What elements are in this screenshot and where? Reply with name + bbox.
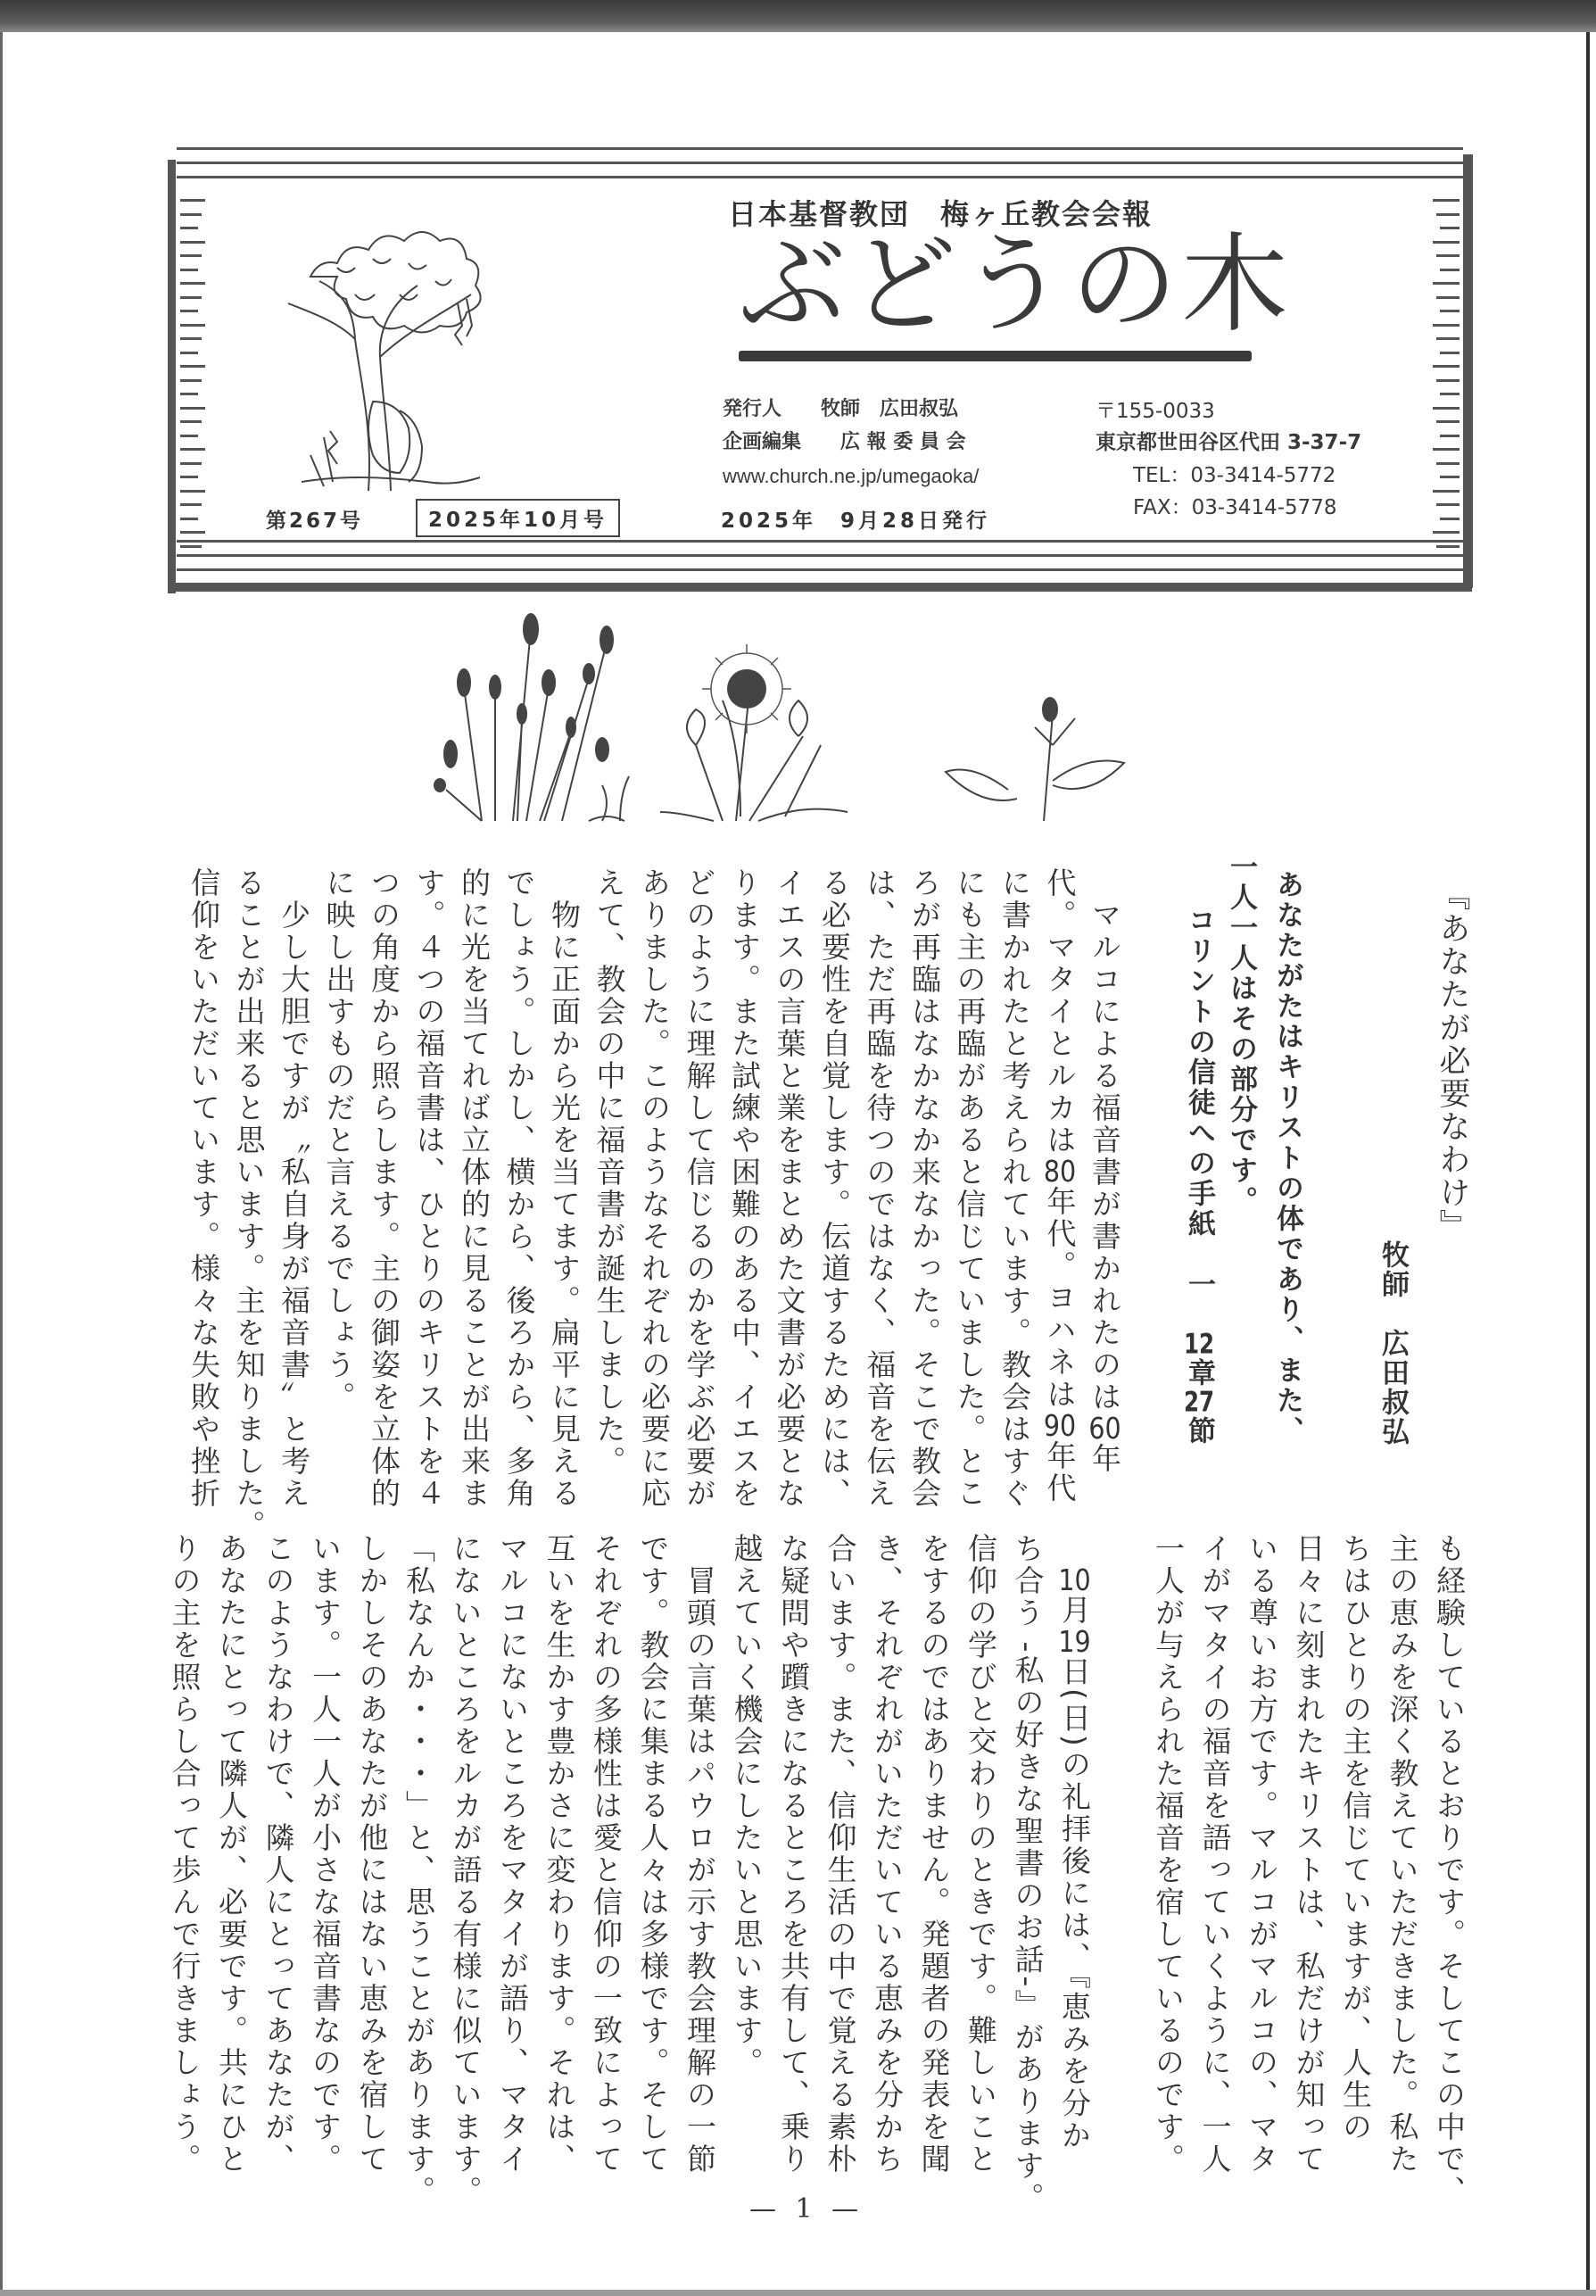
masthead-tick xyxy=(180,435,198,437)
article-column: 代。マタイとルカは80年代。ヨハネは90年代 xyxy=(1042,867,1078,1504)
article-column: でしょう。しかし、横から、後ろから、多角 xyxy=(501,867,537,1510)
newsletter-masthead xyxy=(168,147,1472,593)
article-column: 信仰をいただいています。様々な失敗や挫折 xyxy=(186,867,221,1510)
article-column: 少し大胆ですが〝私自身が福音書〟と考え xyxy=(277,867,311,1510)
article-column: 日々に刻まれたキリストは、私だけが知って xyxy=(1291,1533,1327,2176)
masthead-tick xyxy=(180,282,205,285)
masthead-tick xyxy=(180,213,202,216)
article-column: る必要性を自覚します。伝道するためには、 xyxy=(817,867,852,1510)
masthead-tick xyxy=(180,199,205,202)
upright-number: 27 xyxy=(1183,1388,1215,1416)
masthead-tick xyxy=(180,518,198,520)
article-column: です。教会に集まる人々は多様です。そして xyxy=(635,1533,671,2176)
masthead-tick xyxy=(180,462,202,465)
page-edge-left xyxy=(0,32,3,2296)
masthead-tick xyxy=(1433,199,1460,202)
article-column: 冒頭の言葉はパウロが示す教会理解の一節 xyxy=(682,1533,717,2176)
editor-line: 企画編集 広 報 委 員 会 xyxy=(723,431,966,453)
masthead-tick xyxy=(1436,545,1460,548)
article-author: 牧師 広田叔弘 xyxy=(1377,1240,1409,1446)
article-column: 的に光を当てれば立体的に見ることが出来ま xyxy=(457,867,492,1510)
article-column: ろが再臨はなかなか来なかった。そこで教会 xyxy=(907,867,942,1510)
masthead-rule xyxy=(177,568,1463,571)
grapevine-tree-illustration xyxy=(284,196,507,500)
masthead-tick xyxy=(1436,379,1460,382)
article-column: イエスの言葉と業をまとめた文書が必要とな xyxy=(772,867,807,1510)
masthead-tick xyxy=(1433,531,1460,534)
article-column: それぞれの多様性は愛と信仰の一致によって xyxy=(589,1533,624,2176)
masthead-tick xyxy=(180,324,205,327)
fax: FAX：03-3414-5778 xyxy=(1133,496,1337,519)
page-edge-right xyxy=(1586,32,1590,2296)
masthead-tick xyxy=(1440,352,1460,354)
masthead-tick xyxy=(1436,420,1460,423)
masthead-tick xyxy=(180,365,205,368)
masthead-tick xyxy=(180,352,198,354)
upright-number: 12 xyxy=(1183,1330,1215,1358)
scan-shadow-band xyxy=(0,0,1596,32)
article-column: ちはひとりの主を信じていますが、人生の xyxy=(1338,1533,1373,2143)
page-edge-bottom xyxy=(0,2290,1596,2296)
masthead-rule xyxy=(177,147,1463,150)
masthead-tick xyxy=(1436,296,1460,299)
article-column: 越えていく機会にしたいと思います。 xyxy=(729,1533,765,2079)
article-column: います。一人一人が小さな福音書なのです。 xyxy=(308,1533,343,2176)
masthead-tick xyxy=(1433,490,1460,493)
masthead-tick xyxy=(1436,254,1460,257)
masthead-tick xyxy=(1436,503,1460,506)
publish-date: 2025年 9月28日発行 xyxy=(721,510,991,533)
masthead-tick xyxy=(180,310,198,312)
page-number: — 1 — xyxy=(749,2193,864,2225)
article-column: 一人が与えられた福音を宿しているのです。 xyxy=(1151,1533,1186,2176)
article-column: ち合う -私の好きな聖書のお話-』があります。 xyxy=(1010,1533,1046,2215)
article-column: も経験しているとおりです。そしてこの中で、 xyxy=(1432,1533,1467,2208)
masthead-tick xyxy=(180,393,198,395)
article-column: 「私なんか・・・」と、思うことがあります。 xyxy=(401,1533,436,2208)
article-column: 主の恵みを深く教えていただきました。私た xyxy=(1385,1533,1420,2176)
masthead-tick xyxy=(1436,213,1460,216)
upright-number: 60 xyxy=(1088,1413,1121,1443)
article-column: き、それぞれがいただいている恵みを分かち xyxy=(870,1533,905,2176)
article-column: ります。また試練や困難のある中、イエスを xyxy=(727,867,762,1510)
masthead-tick xyxy=(180,379,202,382)
article-column: 互いを生かす豊かさに変わります。それは、 xyxy=(542,1533,577,2176)
article-column: 信仰の学びと交わりのときです。難しいこと xyxy=(963,1533,998,2176)
article-column: は、ただ再臨を待つのではなく、福音を伝え xyxy=(862,867,897,1510)
masthead-tick xyxy=(1436,337,1460,340)
masthead-tick xyxy=(1440,518,1460,520)
masthead-rule xyxy=(177,540,1463,543)
article-column: にないところをルカが語る有様に似ています。 xyxy=(448,1533,484,2208)
address: 東京都世田谷区代田 3-37-7 xyxy=(1096,431,1362,454)
organization-name: 日本基督教団 梅ヶ丘教会会報 xyxy=(728,197,1154,231)
masthead-tick xyxy=(1433,241,1460,244)
article-column: に書かれたと考えられています。教会はすぐ xyxy=(997,867,1032,1510)
article-column: に映し出すものだと言えるでしょう。 xyxy=(321,867,357,1413)
verse-citation: コリントの信徒への手紙 一 12章27節 xyxy=(1183,906,1215,1446)
verse-line-1: あなたがたはキリストの体であり、また、 xyxy=(1271,870,1303,1446)
article-column: をするのではありません。発題者の発表を聞 xyxy=(916,1533,952,2176)
upright-number: 10 xyxy=(1058,1565,1091,1595)
article-column: ることが出来ると思います。主を知りました。 xyxy=(231,867,267,1542)
issue-number: 第267号 xyxy=(266,510,364,533)
upright-number: 90 xyxy=(1043,1411,1077,1440)
masthead-tick xyxy=(180,545,202,548)
masthead-tick xyxy=(180,269,198,271)
article-column: す。４つの福音書は、ひとりのキリストを４ xyxy=(411,867,447,1510)
article-column: ありました。このようなそれぞれの必要に応 xyxy=(637,867,672,1510)
upright-number: 80 xyxy=(1043,1156,1077,1186)
masthead-tick xyxy=(1433,282,1460,285)
masthead-tick xyxy=(1440,269,1460,271)
masthead-tick xyxy=(180,407,205,410)
article-title: 『あなたが必要なわけ』 xyxy=(1435,879,1470,1242)
masthead-tick xyxy=(180,503,202,506)
masthead-tick xyxy=(180,531,205,534)
article-column: マルコにないところをマタイが語り、マタイ xyxy=(495,1533,530,2176)
masthead-tick xyxy=(180,337,202,340)
verse-line-2: 一人一人はその部分です。 xyxy=(1225,852,1257,1216)
website-link[interactable]: www.church.ne.jp/umegaoka/ xyxy=(723,465,980,487)
masthead-tick xyxy=(180,254,202,257)
masthead-tick xyxy=(180,227,198,229)
article-column: な疑問や躓きになるところを共有して、乗り xyxy=(776,1533,811,2176)
masthead-frame-right xyxy=(1463,154,1473,588)
masthead-tick xyxy=(1436,462,1460,465)
article-column: あなたにとって隣人が、必要です。共にひと xyxy=(214,1533,249,2176)
article-column: えて、教会の中に福音書が誕生しました。 xyxy=(591,867,627,1478)
article-column: りの主を照らし合って歩んで行きましょう。 xyxy=(167,1533,203,2176)
masthead-tick xyxy=(1433,324,1460,327)
article-column: どのように理解して信じるのかを学ぶ必要が xyxy=(682,867,717,1510)
publisher-line: 発行人 牧師 広田叔弘 xyxy=(723,398,959,420)
telephone: TEL：03-3414-5772 xyxy=(1133,464,1336,487)
article-column: マルコによる福音書が書かれたのは60年 xyxy=(1087,867,1122,1475)
article-column: 10月19日(日)の礼拝後には、『恵みを分か xyxy=(1057,1565,1092,2152)
article-column: いる尊いお方です。マルコがマルコの、マタ xyxy=(1245,1533,1279,2176)
article-column: 物に正面から光を当てます。扁平に見える xyxy=(547,867,582,1510)
masthead-tick xyxy=(1440,435,1460,437)
masthead-rule xyxy=(177,176,1463,178)
article-column: にも主の再臨があると信じていました。とこ xyxy=(952,867,988,1510)
issue-month-box: 2025年10月号 xyxy=(416,499,620,537)
upright-number: 19 xyxy=(1058,1627,1091,1656)
wildflowers-illustration xyxy=(428,611,1195,825)
masthead-tick xyxy=(180,420,202,423)
masthead-tick xyxy=(180,448,205,451)
masthead-rule xyxy=(177,162,1463,164)
masthead-tick xyxy=(1433,365,1460,368)
article-column: 合います。また、信仰生活の中で覚える素朴 xyxy=(823,1533,858,2176)
article-column: このようなわけで、隣人にとってあなたが、 xyxy=(260,1533,296,2176)
masthead-tick xyxy=(1433,448,1460,451)
masthead-tick xyxy=(1433,407,1460,410)
masthead-frame-bottom xyxy=(168,583,1472,592)
postal-code: 〒155-0033 xyxy=(1096,400,1215,423)
article-column: しかしそのあなたが他にはない恵みを宿して xyxy=(354,1533,390,2176)
article-column: イがマタイの福音を語っていくように、一人 xyxy=(1197,1533,1233,2176)
masthead-tick xyxy=(180,490,205,493)
masthead-tick xyxy=(1440,476,1460,478)
masthead-tick xyxy=(180,476,198,478)
masthead-frame-left xyxy=(168,160,176,593)
masthead-tick xyxy=(180,241,205,244)
article-column: つの角度から照らします。主の御姿を立体的 xyxy=(367,867,401,1510)
masthead-tick xyxy=(1440,310,1460,312)
masthead-tick xyxy=(1440,393,1460,395)
newsletter-title: ぶどうの木 xyxy=(739,223,1292,347)
masthead-rule xyxy=(177,554,1463,557)
masthead-tick xyxy=(180,296,202,299)
title-underline xyxy=(739,351,1252,361)
masthead-tick xyxy=(1440,227,1460,229)
